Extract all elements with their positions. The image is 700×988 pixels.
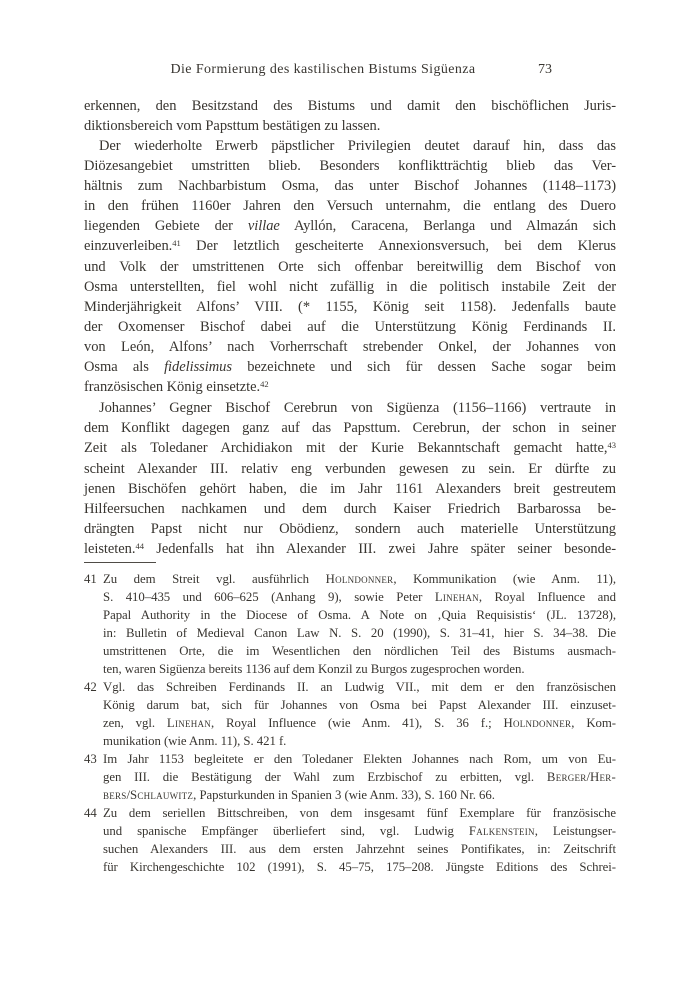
text-segment: , Kommunikation (wie Anm. 11), [393,572,616,586]
text-segment: , Leistungser- [534,824,616,838]
text-line [84,216,616,236]
footnote-number: 43 [84,752,97,766]
text-line [103,786,616,804]
text-line [84,116,616,136]
smallcaps-segment: Holndonner [503,716,572,730]
text-segment: für Kirchengeschichte 102 (1991), S. 45–75, 175–208. Jüngste Editions des Schrei- [103,860,616,874]
text-line [84,176,616,196]
text-line [84,519,616,539]
text-line [84,156,616,176]
text-segment: S. 410–435 und 606–625 (Anhang 9), sowie Peter [103,590,435,604]
text-line [84,257,616,277]
text-line [103,570,616,588]
text-line [103,822,616,840]
text-line [103,804,616,822]
footnote-marker: 44 [135,540,144,551]
smallcaps-segment: Falkenstein [468,824,535,838]
text-line [84,459,616,479]
text-segment: hältnis zum Nachbarbistum Osma, das unter Bischof Johannes (1148–1173) [84,178,616,194]
text-segment: Der wiederholte Erwerb päpstlicher Privilegien deutet darauf hin, dass das [99,138,616,154]
text-line [84,337,616,357]
footnotes [84,570,616,876]
text-segment: der Oxomenser Bischof dabei auf die Unterstützung König Ferdinands II. [84,319,616,335]
text-line [103,840,616,858]
text-segment: gen III. die Bestätigung der Wahl zum Erzbischof zu erbitten, vgl. [103,770,547,784]
text-segment: umstrittenen Orte, die im Wesentlichen den nördlichen Teil des Bistums ausmach- [103,644,616,658]
text-segment: suchen Alexanders III. aus dem ersten Jahrzehnt seines Pontifikates, in: Zeitschrift [103,842,616,856]
text-segment: Johannes’ Gegner Bischof Cerebrun von Sigüenza (1156–1166) vertraute in [99,400,616,416]
body-text [84,96,616,560]
text-segment: in: Bulletin of Medieval Canon Law N. S. 20 (1990), S. 31–41, hier S. 34–38. Die [103,626,616,640]
text-segment: König darum bat, sich für Johannes von Osma bei Papst Alexander III. einzuset- [103,698,616,712]
text-line [103,660,616,678]
smallcaps-segment: Linehan [166,716,211,730]
text-segment: ten, waren Sigüenza bereits 1136 auf dem Konzil zu Burgos zugesprochen worden. [103,662,525,676]
text-segment: und Volk der umstrittenen Orte sich offenbar bereitwillig dem Bischof von [84,259,616,275]
text-line [84,398,616,418]
footnote-marker: 43 [607,439,616,450]
text-line [84,539,616,560]
text-line [103,678,616,696]
footnote-separator-rule [84,562,156,563]
text-segment: / [586,770,590,784]
header-title: Die Formierung des kastilischen Bistums Sigüenza [170,62,476,77]
text-segment: einzuverleiben. [84,238,173,254]
text-segment: Vgl. das Schreiben Ferdinands II. an Ludwig VII., mit dem er den französischen [103,680,616,694]
footnote-number: 42 [84,680,97,694]
smallcaps-segment: Her- [589,770,616,784]
text-line [84,499,616,519]
text-segment: von León, Alfons’ nach Vorherrschaft strebender Onkel, der Johannes von [84,339,616,355]
text-segment: Osma unterstellten, fiel wohl nicht zufällig in die politisch instabile Zeit der [84,279,616,295]
smallcaps-segment: Holndonner [325,572,394,586]
text-line [103,696,616,714]
text-line [84,136,616,156]
text-line [103,714,616,732]
text-line [84,196,616,216]
text-segment: Papal Authority in the Diocese of Osma. A Note on ‚Quia Requisistis‘ (JL. 13728), [103,608,616,622]
text-segment: bezeichnete und sich für dessen Sache sogar beim [231,359,616,375]
text-line [84,277,616,297]
text-line [84,96,616,116]
text-segment: Zu dem seriellen Bittschreiben, von dem insgesamt fünf Exemplare für französische [103,806,616,820]
text-segment: leisteten. [84,541,136,557]
text-segment: , Papsturkunden in Spanien 3 (wie Anm. 33), S. 160 Nr. 66. [193,788,495,802]
text-segment: drängten Papst nicht nur Obödienz, sondern auch materielle Unterstützung [84,521,616,537]
text-segment: , Royal Influence (wie Anm. 41), S. 36 f.; [210,716,504,730]
text-segment: Minderjährigkeit Alfons’ VIII. (* 1155, König seit 1158). Jedenfalls baute [84,299,616,315]
text-line [84,438,616,459]
text-segment: dem Konflikt dagegen ganz auf das Papsttum. Cerebrun, der schon in seiner [84,420,616,436]
footnote [84,750,616,804]
text-segment: französischen König einsetzte. [84,379,261,395]
text-segment: diktionsbereich vom Papsttum bestätigen zu lassen. [84,118,381,134]
text-line [84,317,616,337]
text-segment: Jedenfalls hat ihn Alexander III. zwei Jahre später seiner besonde- [143,541,616,557]
page-number: 73 [538,62,552,77]
text-segment: zen, vgl. [103,716,167,730]
text-line [103,588,616,606]
text-line [84,236,616,257]
text-segment: scheint Alexander III. relativ eng verbunden gewesen zu sein. Er dürfte zu [84,461,616,477]
text-line [84,297,616,317]
text-segment: Diözesangebiet umstritten blieb. Besonders konfliktträchtig blieb das Ver- [84,158,616,174]
text-segment: erkennen, den Besitzstand des Bistums und damit den bischöflichen Juris- [84,98,616,114]
text-segment: jenen Bischöfen gehört haben, die im Jahr 1161 Alexanders breit gestreutem [84,481,616,497]
smallcaps-segment: bers [103,788,127,802]
text-line [103,858,616,876]
text-segment: liegenden Gebiete der [84,218,248,234]
text-segment: Hilfeersuchen nachkamen und dem durch Kaiser Friedrich Barbarossa be- [84,501,616,517]
text-line [103,768,616,786]
text-segment: Osma als [84,359,165,375]
smallcaps-segment: Schlauwitz [130,788,194,802]
footnote [84,678,616,750]
text-segment: / [126,788,131,802]
text-segment: , Kom- [571,716,616,730]
text-line [103,606,616,624]
smallcaps-segment: Linehan [434,590,479,604]
text-line [103,750,616,768]
footnote-marker: 41 [172,237,181,248]
text-line [103,732,616,750]
footnote [84,804,616,876]
text-segment: Zeit als Toledaner Archidiakon mit der Kurie Bekanntschaft gemacht hatte, [84,440,608,456]
footnote [84,570,616,678]
text-line [84,357,616,377]
footnote-marker: 42 [260,378,269,389]
text-segment: munikation (wie Anm. 11), S. 421 f. [103,734,287,748]
italic-segment: villae [247,218,280,234]
footnote-number: 44 [84,806,97,820]
footnote-number: 41 [84,572,97,586]
text-line [84,377,616,398]
italic-segment: fidelissimus [164,359,232,375]
text-segment: und spanische Empfänger überliefert sind, vgl. Ludwig [103,824,469,838]
text-line [103,642,616,660]
running-header [84,62,616,82]
text-line [103,624,616,642]
text-line [84,418,616,438]
text-segment: Der letztlich gescheiterte Annexionsversuch, bei dem Klerus [180,238,616,254]
text-segment: , Royal Influence and [478,590,616,604]
text-line [84,479,616,499]
text-segment: Ayllón, Caracena, Berlanga und Almazán sich [279,218,616,234]
text-segment: in den frühen 1160er Jahren den Versuch unternahm, die entlang des Duero [84,198,616,214]
smallcaps-segment: Berger [546,770,587,784]
text-segment: Im Jahr 1153 begleitete er den Toledaner Elekten Johannes nach Rom, um von Eu- [103,752,616,766]
text-segment: Zu dem Streit vgl. ausführlich [103,572,326,586]
